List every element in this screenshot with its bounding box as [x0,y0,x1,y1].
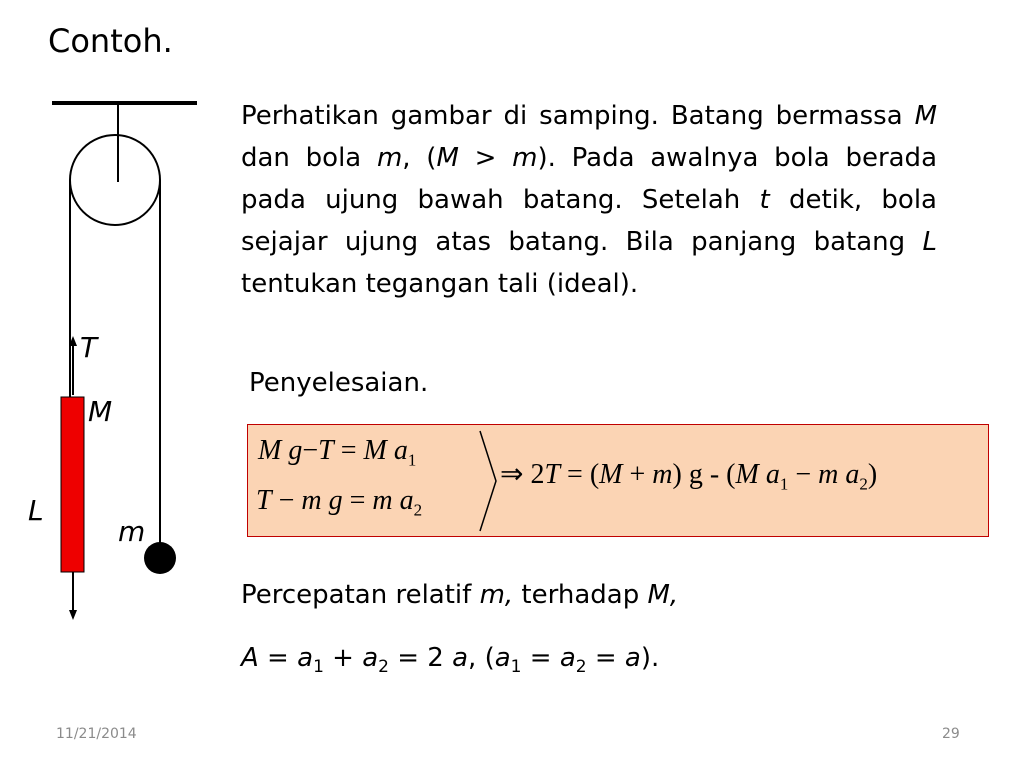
solution-heading: Penyelesaian. [249,368,429,398]
ball-mass-label: m [118,515,146,548]
weight-arrow-head [69,610,77,620]
rod-length-label: L [28,494,44,527]
problem-statement: Perhatikan gambar di samping. Batang bermassa M dan bola m, (M > m). Pada awalnya bola berada pada ujung bawah batang. Setelah t detik, bola sejajar ujung atas batang. Bila panjang batang L tentukan tegangan tali (ideal). [241,101,937,299]
equation-result: ⇒ 2T = (M + m) g - (M $a_1 - m$ $a_2$) [500,459,878,494]
pulley-wheel [70,135,160,225]
angle-bracket [476,429,500,533]
tension-label: T [80,331,98,364]
relative-acceleration-formula: $A = a_1 + a_2 = 2$ a, $(a_1 = a_2 = a)$. [241,643,660,678]
relative-acceleration-text: Percepatan relatif m, terhadap M, [241,580,679,610]
footer-date: 11/21/2014 [56,726,137,742]
ball [144,542,176,574]
rod-mass-label: M [88,395,113,428]
equation-line-2: T − m g = m $a_2$ [256,485,423,520]
slide-title: Contoh. [48,22,173,60]
pulley-diagram [0,0,220,640]
rod [61,397,84,572]
equation-line-1: M g−T = M $a_1$ [258,435,417,470]
equation-box [247,424,989,537]
footer-page-number: 29 [942,726,960,742]
